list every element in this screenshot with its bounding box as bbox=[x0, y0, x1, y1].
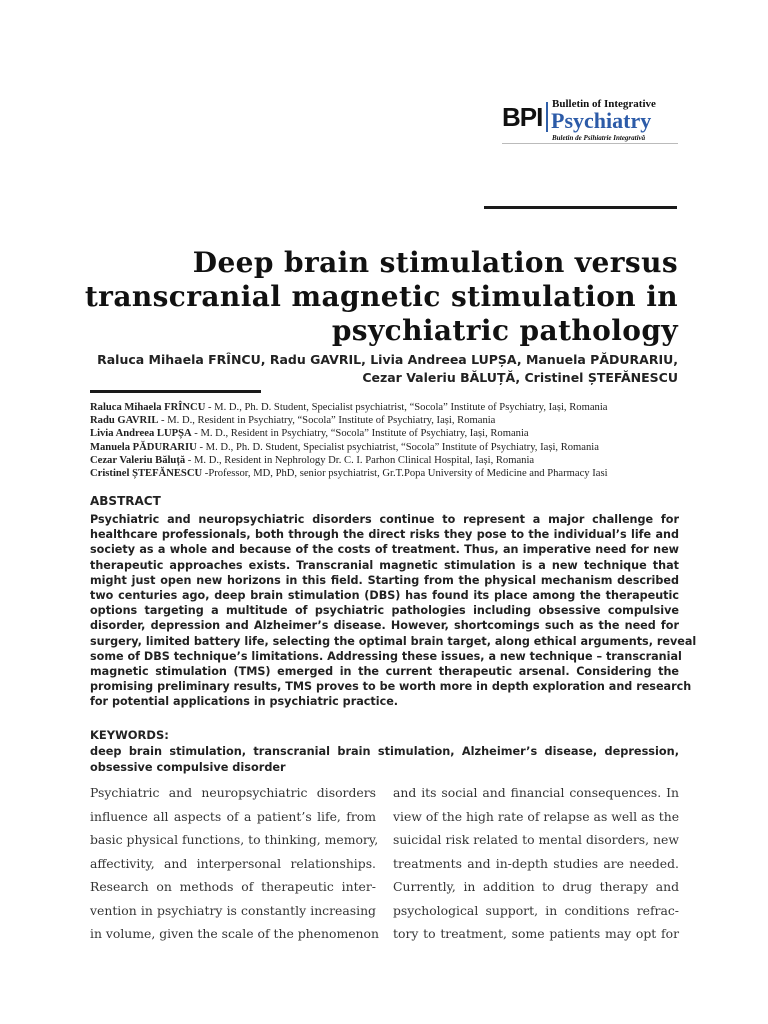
affiliation-detail: - M. D., Ph. D. Student, Specialist psychiatrist, “Socola” Institute of Psychiatry, Iași, Romania bbox=[205, 402, 608, 413]
affiliation-rule bbox=[90, 390, 261, 393]
affiliation-name: Radu GAVRIL bbox=[90, 415, 159, 427]
journal-abbrev: BPI bbox=[502, 102, 543, 132]
body-line: suicidal risk related to mental disorders, new bbox=[393, 832, 679, 847]
affiliation-detail: -Professor, MD, PhD, senior psychiatrist, Gr.T.Popa University of Medicine and Pharmacy Iasi bbox=[202, 468, 608, 480]
affiliation-detail: - M. D., Resident in Nephrology Dr. C. I. Parhon Clinical Hospital, Iași, Romania bbox=[185, 454, 535, 466]
affiliation-item bbox=[90, 441, 690, 454]
keywords-text bbox=[90, 744, 679, 775]
article-title bbox=[58, 246, 678, 348]
affiliation-name: Cezar Valeriu Băluță bbox=[90, 454, 186, 466]
abstract-line: promising preliminary results, TMS proves to be worth more in depth exploration and research bbox=[90, 680, 692, 694]
abstract-line: for potential applications in psychiatric practice. bbox=[90, 695, 399, 709]
author-line: Raluca Mihaela FRÎNCU, Radu GAVRIL, Livia Andreea LUPȘA, Manuela PĂDURARIU, bbox=[97, 352, 678, 367]
abstract-line: magnetic stimulation (TMS) emerged in the current therapeutic arsenal. Considering the bbox=[90, 665, 679, 679]
affiliation-list bbox=[90, 401, 690, 480]
title-line: psychiatric pathology bbox=[331, 314, 678, 347]
affiliation-name: Raluca Mihaela FRÎNCU bbox=[90, 402, 206, 413]
body-line: affectivity, and interpersonal relationships. bbox=[90, 855, 376, 871]
keywords-line: obsessive compulsive disorder bbox=[90, 760, 286, 774]
abstract-line: surgery, limited battery life, selecting the optimal brain target, along ethical arguments, reveal bbox=[90, 634, 697, 648]
body-line: in volume, given the scale of the phenomenon bbox=[90, 926, 379, 941]
abstract-line: two centuries ago, deep brain stimulation (DBS) has found its place among the therapeutic bbox=[90, 589, 679, 603]
body-column-right bbox=[393, 781, 679, 946]
body-line: tory to treatment, some patients may opt for bbox=[393, 926, 679, 941]
body-line: influence all aspects of a patient’s life, from bbox=[90, 808, 376, 824]
abstract-line: society as a whole and because of the costs of treatment. Thus, an imperative need for new bbox=[90, 543, 679, 557]
body-line: basic physical functions, to thinking, memory, bbox=[90, 832, 379, 847]
affiliation-detail: - M. D., Ph. D. Student, Specialist psychiatrist, “Socola” Institute of Psychiatry, Iași, Romania bbox=[196, 441, 599, 453]
body-line: psychological support, in conditions refrac- bbox=[393, 902, 679, 918]
abstract-line: healthcare professionals, both through the direct risks they pose to the individual’s life and bbox=[90, 528, 679, 542]
affiliation-name: Cristinel ȘTEFĂNESCU bbox=[90, 468, 203, 480]
title-top-rule bbox=[484, 206, 677, 209]
journal-name-line2: Psychiatry bbox=[551, 108, 652, 133]
body-line: Psychiatric and neuropsychiatric disorders bbox=[90, 785, 376, 800]
abstract-line: some of DBS technique’s limitations. Addressing these issues, a new technique – transcranial bbox=[90, 649, 682, 663]
affiliation-name: Manuela PĂDURARIU bbox=[90, 441, 197, 453]
title-line: Deep brain stimulation versus bbox=[192, 246, 678, 279]
body-line: Currently, in addition to drug therapy and bbox=[393, 879, 679, 894]
affiliation-item bbox=[90, 401, 690, 414]
affiliation-name: Livia Andreea LUPȘA bbox=[90, 428, 192, 440]
body-line: vention in psychiatry is constantly increasing bbox=[90, 902, 376, 918]
abstract-line: therapeutic approaches exists. Transcranial magnetic stimulation is a new technique that bbox=[90, 558, 679, 572]
body-line: and its social and financial consequences. In bbox=[393, 785, 679, 800]
abstract-line: options targeting a multitude of psychiatric pathologies including obsessive compulsive bbox=[90, 604, 679, 618]
abstract-heading: ABSTRACT bbox=[90, 494, 161, 508]
journal-logo bbox=[500, 98, 680, 150]
body-line: Research on methods of therapeutic inter- bbox=[90, 879, 376, 894]
affiliation-item bbox=[90, 427, 690, 440]
body-line: treatments and in-depth studies are needed. bbox=[393, 855, 679, 871]
affiliation-detail: - M. D., Resident in Psychiatry, “Socola” Institute of Psychiatry, Iași, Romania bbox=[158, 415, 496, 427]
title-line: transcranial magnetic stimulation in bbox=[84, 280, 678, 313]
keywords-line: deep brain stimulation, transcranial brain stimulation, Alzheimer’s disease, depression, bbox=[90, 745, 679, 758]
affiliation-item bbox=[90, 467, 690, 480]
journal-name-line1: Bulletin of Integrative bbox=[552, 98, 656, 110]
body-line: view of the high rate of relapse as well as the bbox=[393, 808, 680, 824]
abstract-line: Psychiatric and neuropsychiatric disorders continue to represent a major challenge for bbox=[90, 513, 679, 526]
keywords-heading: KEYWORDS: bbox=[90, 728, 169, 742]
affiliation-detail: - M. D., Resident in Psychiatry, “Socola” Institute of Psychiatry, Iași, Romania bbox=[191, 428, 529, 440]
affiliation-item bbox=[90, 414, 690, 427]
logo-rule bbox=[502, 143, 678, 144]
author-line: Cezar Valeriu BĂLUȚĂ, Cristinel ȘTEFĂNESCU bbox=[362, 370, 678, 385]
logo-divider bbox=[546, 102, 548, 132]
affiliation-item bbox=[90, 454, 690, 467]
author-list bbox=[58, 351, 678, 387]
journal-name-romanian: Buletin de Psihiatrie Integrativă bbox=[552, 134, 646, 142]
abstract-text bbox=[90, 512, 697, 710]
body-column-left bbox=[90, 781, 379, 946]
abstract-line: disorder, depression and Alzheimer’s disease. However, shortcomings such as the need for bbox=[90, 619, 679, 633]
abstract-line: might just open new horizons in this field. Starting from the physical mechanism described bbox=[90, 573, 679, 587]
